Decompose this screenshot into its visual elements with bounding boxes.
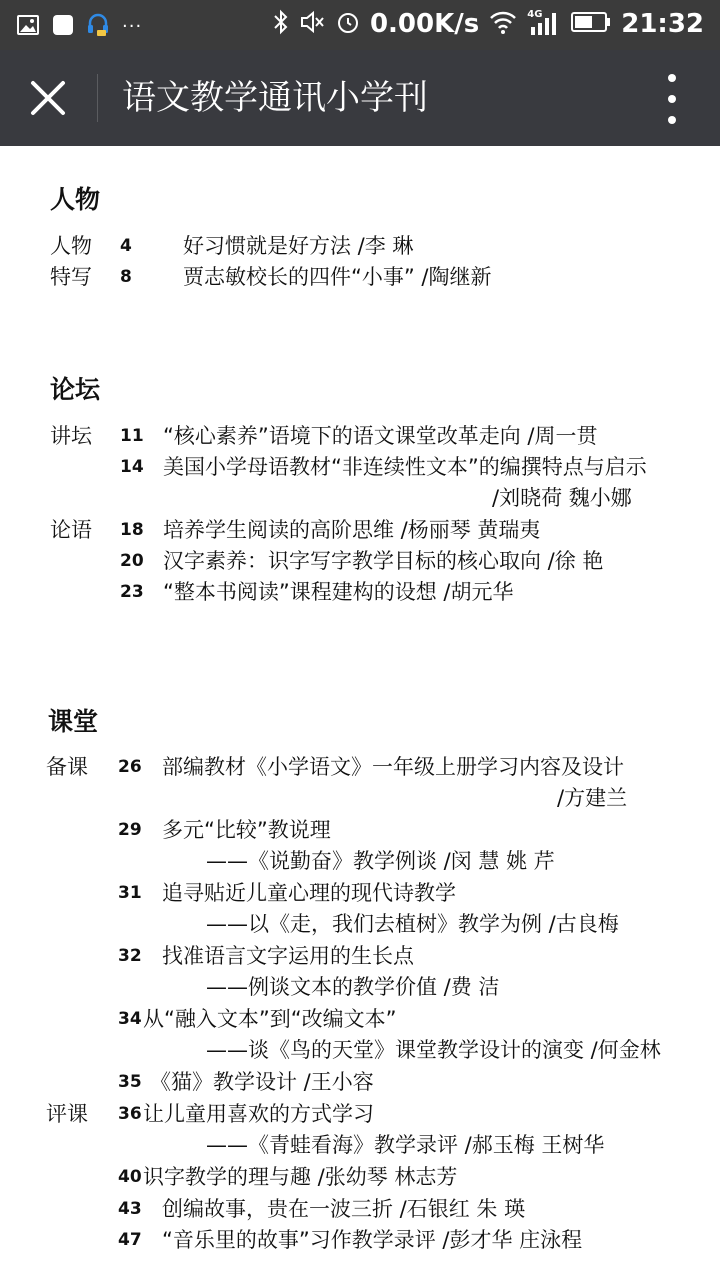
table-of-contents[interactable]	[0, 146, 720, 1280]
bluetooth-icon	[272, 8, 290, 40]
more-dot-icon	[668, 116, 676, 124]
page-number: 20	[120, 551, 144, 571]
article-title[interactable]: 从“融入文本”到“改编文本”	[143, 1007, 397, 1031]
page-number: 40	[118, 1167, 142, 1187]
cellular-signal-icon	[527, 10, 561, 38]
article-title[interactable]: 多元“比较”教说理	[162, 818, 331, 842]
page-number: 32	[118, 946, 142, 966]
article-title[interactable]: 追寻贴近儿童心理的现代诗教学	[162, 881, 456, 905]
page-number: 43	[118, 1199, 142, 1219]
more-dot-icon	[668, 74, 676, 82]
article-subtitle: ——以《走，我们去植树》教学为例 /古良梅	[206, 912, 619, 936]
article-subtitle: ——谈《鸟的天堂》课堂教学设计的演变 /何金林	[206, 1038, 661, 1062]
page-number: 23	[120, 582, 144, 602]
section-heading: 论坛	[50, 375, 101, 404]
close-button[interactable]	[20, 72, 76, 124]
article-title[interactable]: 创编故事，贵在一波三折 /石银红 朱 瑛	[162, 1197, 526, 1221]
article-title[interactable]: 识字教学的理与趣 /张幼琴 林志芳	[143, 1165, 458, 1189]
section-heading: 人物	[50, 185, 101, 214]
status-bar	[0, 0, 720, 50]
title-bar	[0, 50, 720, 146]
gallery-icon	[16, 13, 40, 41]
status-right-icons	[272, 8, 704, 40]
category-label: 备课	[46, 755, 88, 779]
close-icon	[30, 80, 66, 116]
article-title[interactable]: “核心素养”语境下的语文课堂改革走向 /周一贯	[163, 424, 598, 448]
headset-icon	[86, 12, 110, 42]
page-number: 8	[120, 267, 132, 287]
category-label: 特写	[50, 265, 92, 289]
more-dot-icon	[668, 95, 676, 103]
clock-time: 21:32	[621, 9, 704, 39]
article-title[interactable]: 美国小学母语教材“非连续性文本”的编撰特点与启示	[163, 455, 647, 479]
page-number: 26	[118, 757, 142, 777]
category-label: 人物	[50, 234, 92, 258]
article-title[interactable]: “音乐里的故事”习作教学录评 /彭才华 庄泳程	[162, 1228, 583, 1252]
page-title: 语文教学通讯小学刊	[122, 78, 428, 118]
alarm-icon	[336, 8, 360, 40]
page-number: 31	[118, 883, 142, 903]
mute-icon	[300, 8, 326, 40]
article-title[interactable]: 让儿童用喜欢的方式学习	[143, 1102, 374, 1126]
page-number: 29	[118, 820, 142, 840]
battery-icon	[571, 11, 611, 37]
article-authors: /刘晓荷 魏小娜	[492, 486, 632, 510]
category-label: 评课	[46, 1102, 88, 1126]
article-subtitle: ——《青蛙看海》教学录评 /郝玉梅 王树华	[206, 1133, 605, 1157]
page-number: 35	[118, 1072, 142, 1092]
article-title[interactable]: 汉字素养：识字写字教学目标的核心取向 /徐 艳	[163, 549, 604, 573]
article-subtitle: ——例谈文本的教学价值 /费 洁	[206, 975, 500, 999]
page-number: 14	[120, 457, 144, 477]
page-number: 11	[120, 426, 144, 446]
article-title[interactable]: 好习惯就是好方法 /李 琳	[183, 234, 414, 258]
article-authors: /方建兰	[557, 786, 628, 810]
article-title[interactable]: 《猫》教学设计 /王小容	[150, 1070, 374, 1094]
article-title[interactable]: 找准语言文字运用的生长点	[162, 944, 414, 968]
page-number: 36	[118, 1104, 142, 1124]
section-heading: 课堂	[48, 707, 99, 736]
network-speed: 0.00K/s	[369, 9, 480, 39]
wifi-icon	[489, 9, 517, 39]
more-options-button[interactable]	[662, 74, 682, 124]
article-subtitle: ——《说勤奋》教学例谈 /闵 慧 姚 芹	[206, 849, 555, 873]
category-label: 论语	[50, 518, 92, 542]
page-number: 4	[120, 236, 132, 256]
network-type: 4G	[527, 9, 543, 20]
page-number: 18	[120, 520, 144, 540]
article-title[interactable]: 培养学生阅读的高阶思维 /杨丽琴 黄瑞夷	[163, 518, 541, 542]
article-title[interactable]: 贾志敏校长的四件“小事” /陶继新	[183, 265, 492, 289]
more-notifications-icon: ···	[122, 16, 143, 37]
status-left-icons	[16, 12, 142, 42]
title-divider	[97, 74, 98, 122]
article-title[interactable]: 部编教材《小学语文》一年级上册学习内容及设计	[162, 755, 624, 779]
article-title[interactable]: “整本书阅读”课程建构的设想 /胡元华	[163, 580, 514, 604]
page-number: 34	[118, 1009, 142, 1029]
notification-square-icon	[52, 14, 74, 40]
page-number: 47	[118, 1230, 142, 1250]
category-label: 讲坛	[50, 424, 92, 448]
